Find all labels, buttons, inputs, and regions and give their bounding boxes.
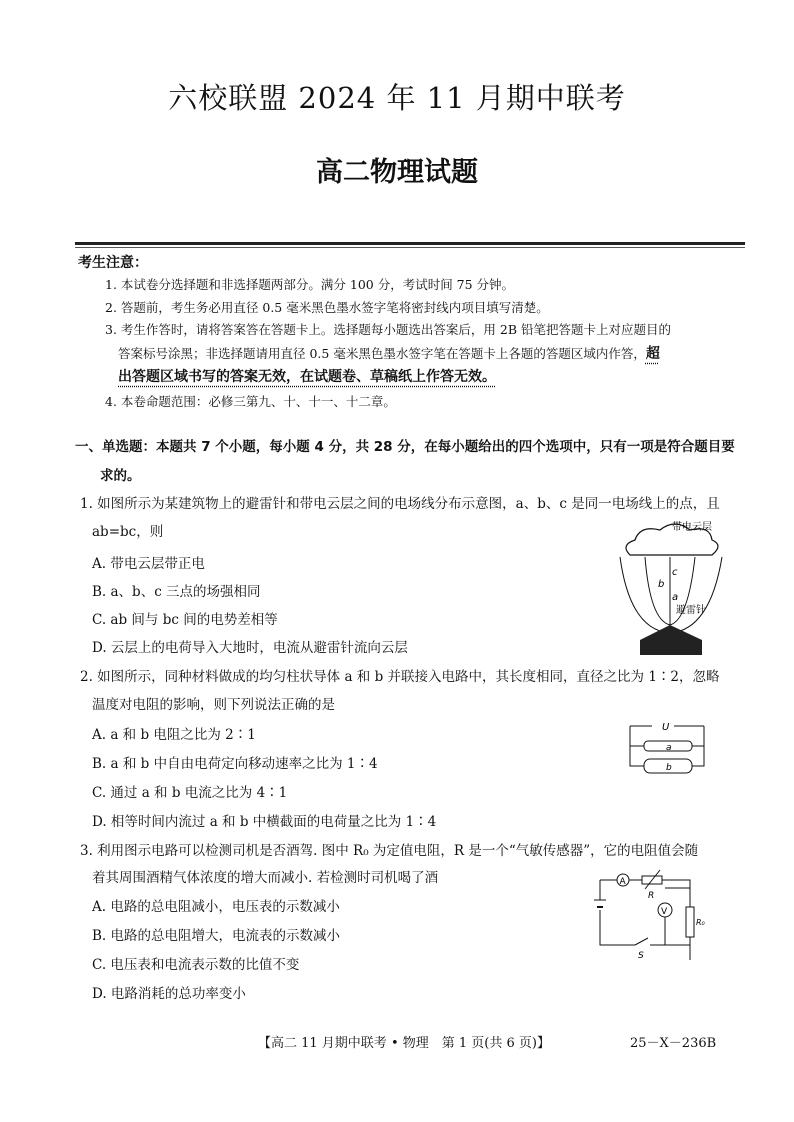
notice-text: 答案标号涂黑；非选择题请用直径 0.5 毫米黑色墨水签字笔在答题卡上各题的答题区域内作答， <box>118 346 646 361</box>
option: D. 相等时间内流过 a 和 b 中横截面的电荷量之比为 1∶4 <box>92 814 437 830</box>
notice-item: 2. 答题前，考生务必用直径 0.5 毫米黑色墨水签字笔将密封线内项目填写清楚。 <box>105 300 549 315</box>
option: B. 电路的总电阻增大，电流表的示数减小 <box>92 928 341 944</box>
notice-heading: 考生注意： <box>78 255 148 271</box>
svg-text:S: S <box>638 951 644 960</box>
svg-text:c: c <box>672 567 678 578</box>
option: C. ab 间与 bc 间的电势差相等 <box>92 612 278 628</box>
option: C. 电压表和电流表示数的比值不变 <box>92 957 300 973</box>
option: A. 带电云层带正电 <box>92 556 205 572</box>
divider <box>75 247 745 248</box>
option: A. 电路的总电阻减小，电压表的示数减小 <box>92 899 340 915</box>
section-heading: 一、单选题：本题共 7 个小题，每小题 4 分，共 28 分，在每小题给出的四个选项中，只有一项是符合题目要 <box>75 439 735 455</box>
svg-text:U: U <box>662 722 670 733</box>
question-stem: 温度对电阻的影响，则下列说法正确的是 <box>92 697 335 713</box>
notice-item: 1. 本试卷分选择题和非选择题两部分。满分 100 分，考试时间 75 分钟。 <box>105 277 515 292</box>
notice-item: 4. 本卷命题范围：必修三第九、十、十一、十二章。 <box>105 394 396 409</box>
exam-title: 六校联盟 2024 年 11 月期中联考 <box>168 81 626 115</box>
question-stem: 1. 如图所示为某建筑物上的避雷针和带电云层之间的电场线分布示意图，a、b、c 是同一电场线上的点，且 <box>80 496 720 512</box>
option: C. 通过 a 和 b 电流之比为 4∶1 <box>92 785 288 801</box>
svg-text:b: b <box>666 763 672 773</box>
notice-emphasis: 出答题区域书写的答案无效，在试题卷、草稿纸上作答无效。 <box>118 369 496 385</box>
circuit-figure <box>590 865 710 960</box>
svg-text:A: A <box>619 877 626 887</box>
svg-text:带电云层: 带电云层 <box>672 522 712 533</box>
svg-text:避雷针: 避雷针 <box>676 605 706 616</box>
option: B. a、b、c 三点的场强相同 <box>92 584 261 600</box>
option: D. 电路消耗的总功率变小 <box>92 986 246 1002</box>
question-stem: 着其周围酒精气体浓度的增大而减小. 若检测时司机喝了酒 <box>92 870 439 886</box>
exam-subtitle: 高二物理试题 <box>316 157 478 188</box>
conductor-figure <box>628 720 708 780</box>
svg-text:a: a <box>666 743 672 753</box>
svg-text:R: R <box>648 891 655 901</box>
footer-page-info: 【高二 11 月期中联考 • 物理 第 1 页(共 6 页)】 <box>258 1036 550 1051</box>
svg-text:V: V <box>661 907 668 917</box>
svg-text:a: a <box>672 592 679 603</box>
footer-code: 25－X－236B <box>630 1036 717 1051</box>
divider <box>75 242 745 245</box>
svg-text:b: b <box>658 579 665 590</box>
svg-text:R₀: R₀ <box>696 918 705 927</box>
option: A. a 和 b 电阻之比为 2∶1 <box>92 727 256 743</box>
notice-item: 3. 考生作答时，请将答案答在答题卡上。选择题每小题选出答案后，用 2B 铅笔把答题卡上对应题目的 <box>105 322 671 337</box>
question-stem: 2. 如图所示，同种材料做成的均匀柱状导体 a 和 b 并联接入电路中，其长度相同，直径之比为 1∶2，忽略 <box>80 669 720 685</box>
notice-item <box>118 343 660 363</box>
option: D. 云层上的电荷导入大地时，电流从避雷针流向云层 <box>92 640 408 656</box>
option: B. a 和 b 中自由电荷定向移动速率之比为 1∶4 <box>92 756 378 772</box>
lightning-rod-figure <box>610 515 740 655</box>
section-heading: 求的。 <box>100 468 141 484</box>
question-stem: ab=bc，则 <box>92 524 164 540</box>
notice-emphasis: 超 <box>645 346 660 362</box>
question-stem: 3. 利用图示电路可以检测司机是否酒驾. 图中 R₀ 为定值电阻，R 是一个“气敏传感器”，它的电阻值会随 <box>80 843 699 859</box>
